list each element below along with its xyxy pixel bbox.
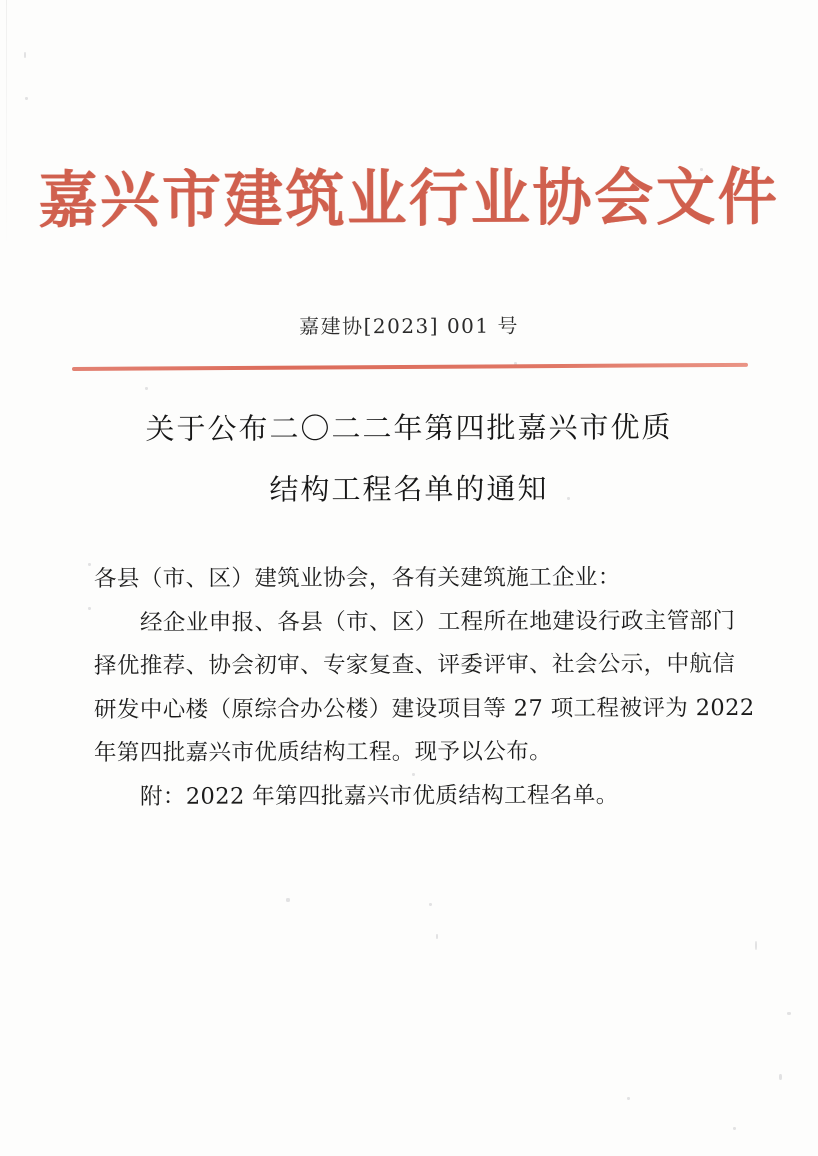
scan-speck [429, 903, 432, 906]
scan-speck [25, 97, 28, 100]
masthead [0, 160, 818, 237]
scan-speck [24, 52, 26, 58]
scan-speck [88, 563, 91, 566]
document-number: 嘉建协[2023] 001 号 [299, 313, 519, 339]
body-paragraph-line-1: 经企业申报、各县（市、区）工程所在地建设行政主管部门 [139, 607, 736, 636]
masthead-divider-rule [72, 363, 748, 371]
scan-speck [627, 1097, 630, 1100]
body-paragraph-line-2: 择优推荐、协会初审、专家复查、评委评审、社会公示，中航信 [93, 650, 736, 679]
scan-speck [787, 1012, 791, 1015]
body-attachment-note: 附：2022 年第四批嘉兴市优质结构工程名单。 [139, 781, 619, 810]
scan-speck [286, 898, 290, 902]
scan-speck [755, 941, 757, 950]
body-salutation: 各县（市、区）建筑业协会，各有关建筑施工企业： [93, 564, 621, 592]
scan-speck [88, 607, 91, 610]
document-title [0, 398, 818, 520]
document-title-line-1: 关于公布二〇二二年第四批嘉兴市优质 [145, 410, 673, 446]
organization-masthead-title: 嘉兴市建筑业行业协会文件 [38, 160, 780, 237]
document-body [93, 558, 755, 819]
document-title-line-2: 结构工程名单的通知 [269, 471, 549, 507]
body-paragraph-line-4: 年第四批嘉兴市优质结构工程。现予以公布。 [93, 738, 553, 766]
scan-speck [436, 934, 438, 939]
scan-speck [733, 1127, 736, 1130]
scan-speck [145, 387, 148, 390]
scan-speck [779, 1074, 782, 1080]
body-paragraph-line-3: 研发中心楼（原综合办公楼）建设项目等 27 项工程被评为 2022 [93, 694, 755, 723]
